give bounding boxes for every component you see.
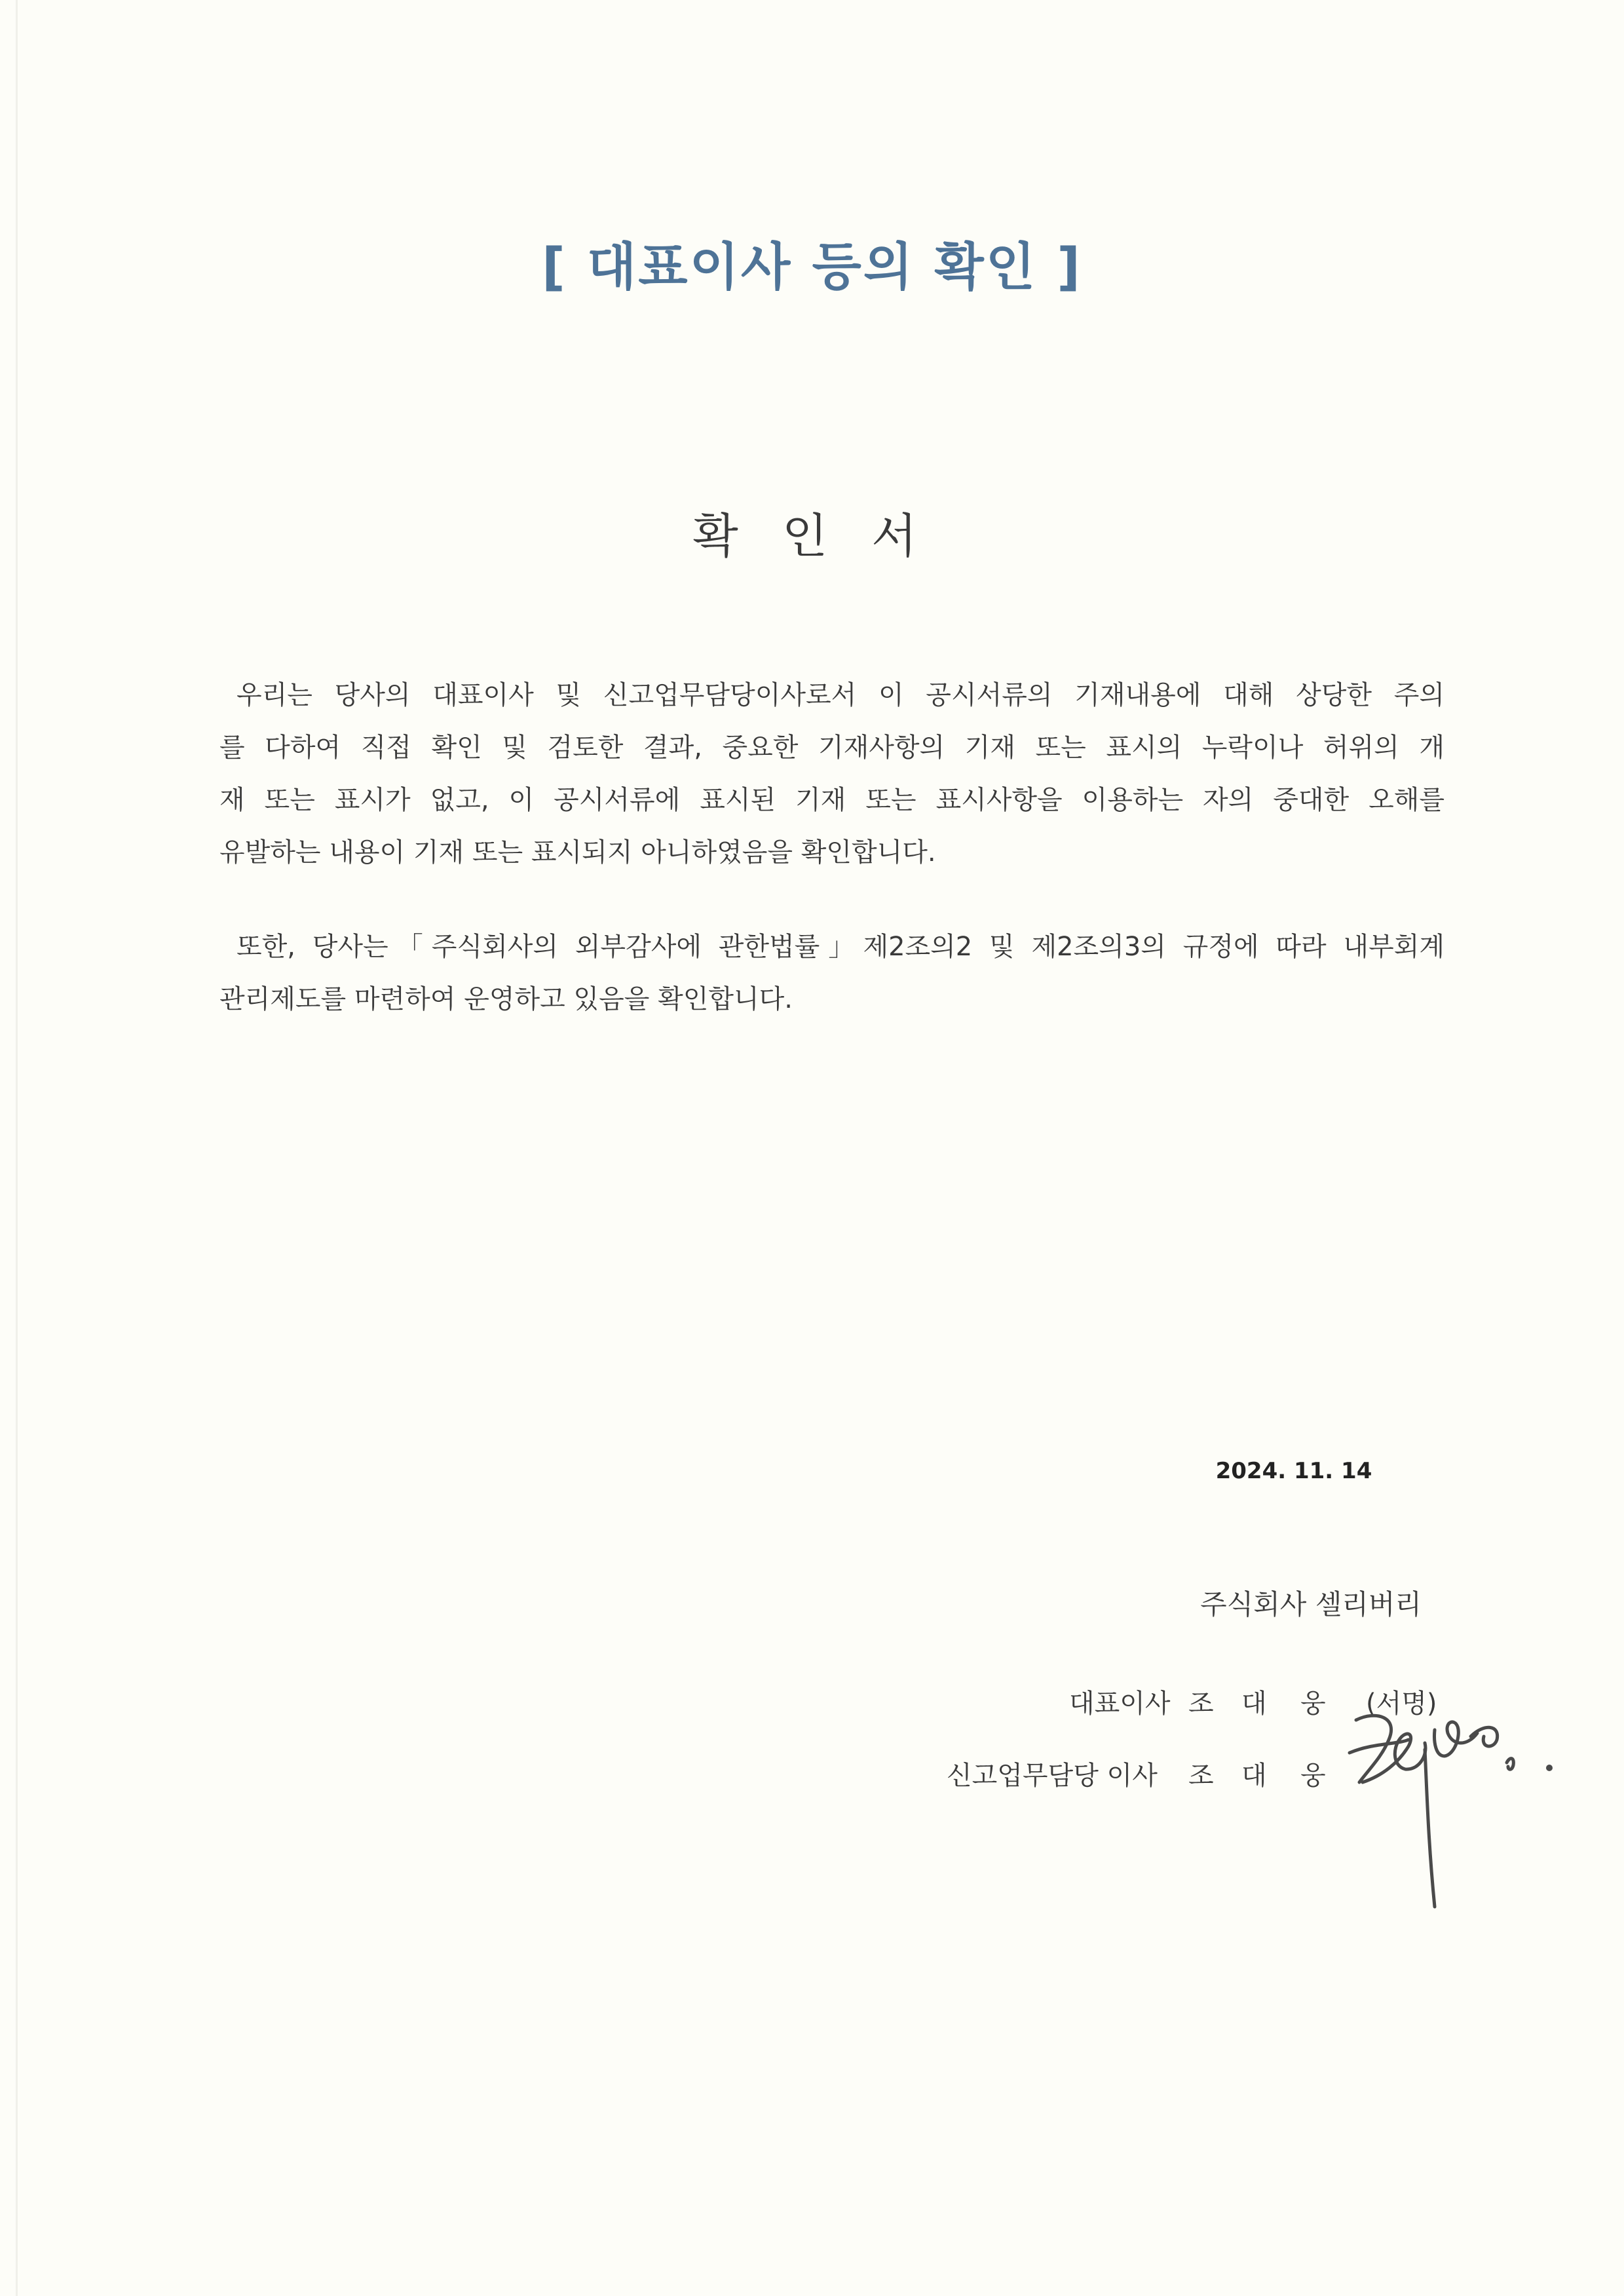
paragraph-line: 또한, 당사는「주식회사의 외부감사에 관한법률」제2조의2 및 제2조의3의 규정에 따라 내부회계 (236, 932, 1445, 962)
paragraph-line: 를 다하여 직접 확인 및 검토한 결과, 중요한 기재사항의 기재 또는 표시의 누락이나 허위의 개 (219, 733, 1445, 763)
internal-control-paragraph (219, 921, 1445, 1025)
signatory-role: 신고업무담당 이사 (947, 1761, 1158, 1791)
signatory-name-char: 웅 (1300, 1689, 1326, 1719)
handwritten-signature (1336, 1684, 1566, 1933)
signatory-name-char: 조 (1188, 1761, 1214, 1791)
paragraph-line: 재 또는 표시가 없고, 이 공시서류에 표시된 기재 또는 표시사항을 이용하는 자의 중대한 오해를 (219, 785, 1445, 815)
paragraph-line: 우리는 당사의 대표이사 및 신고업무담당이사로서 이 공시서류의 기재내용에 대해 상당한 주의 (236, 680, 1445, 710)
signatory-name-char: 대 (1241, 1689, 1267, 1719)
paragraph-line: 유발하는 내용이 기재 또는 표시되지 아니하였음을 확인합니다. (219, 837, 936, 868)
signatory-name-char: 대 (1241, 1761, 1267, 1791)
confirmation-paragraph (219, 669, 1445, 879)
signature-mark-label: (서명) (1366, 1689, 1437, 1719)
signatory-name-char: 조 (1188, 1689, 1214, 1719)
section-title: [ 대표이사 등의 확인 ] (542, 238, 1082, 297)
paragraph-line: 관리제도를 마련하여 운영하고 있음을 확인합니다. (219, 984, 793, 1014)
signatory-role: 대표이사 (1069, 1689, 1171, 1719)
document-date: 2024. 11. 14 (1215, 1458, 1372, 1484)
document-title: 확 인 서 (692, 508, 932, 564)
signatory-name-char: 웅 (1300, 1761, 1326, 1791)
page-edge (16, 0, 18, 2296)
company-name: 주식회사 셀리버리 (1200, 1588, 1422, 1620)
